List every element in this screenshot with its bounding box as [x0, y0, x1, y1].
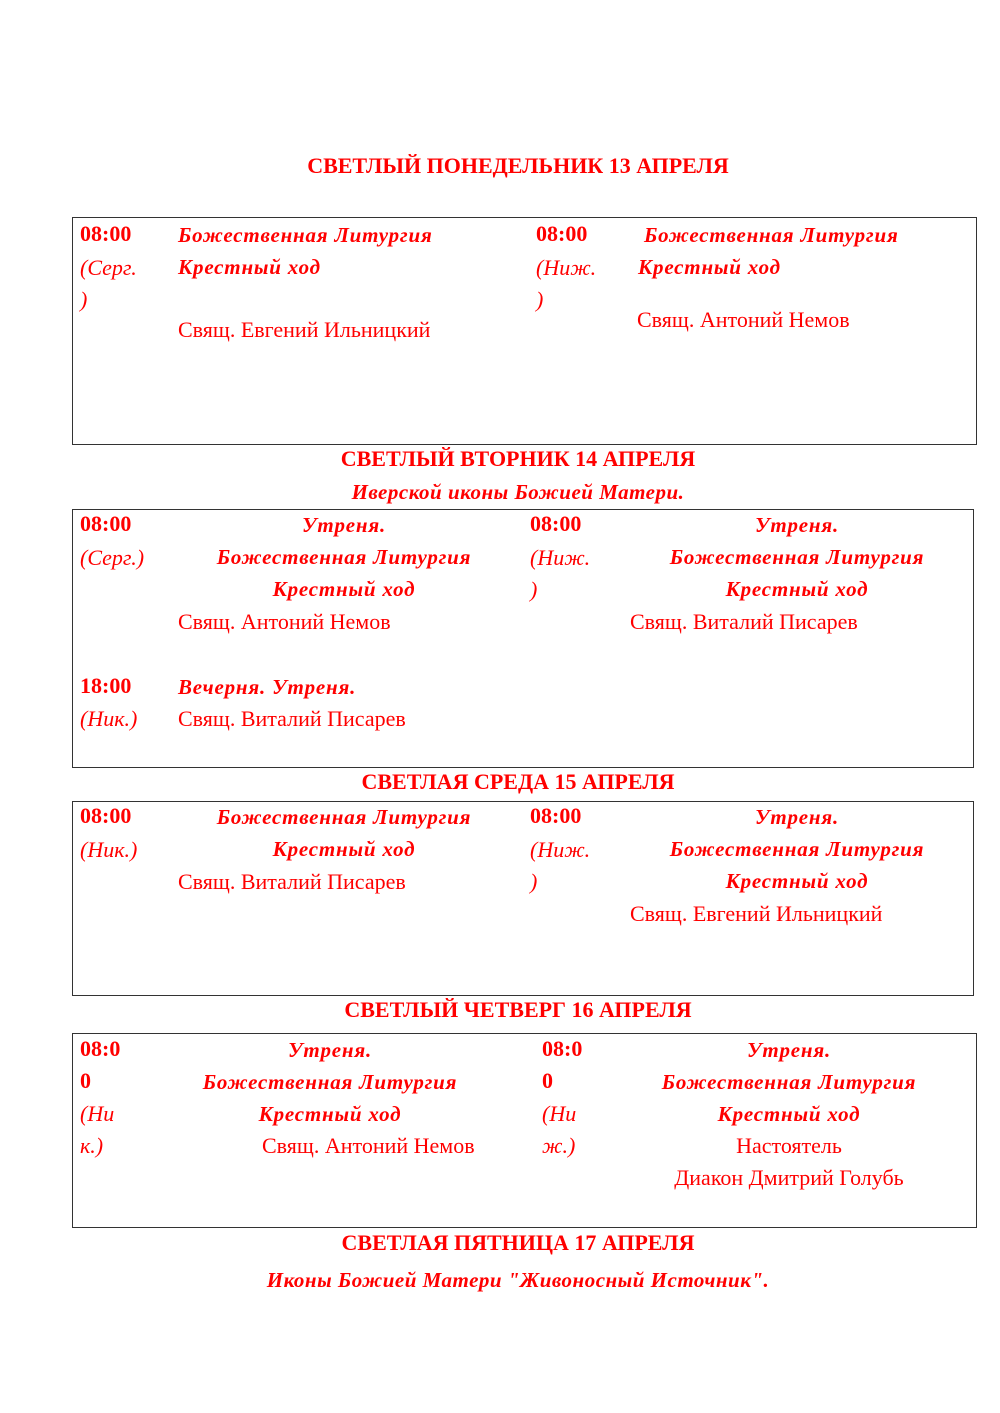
- priest-name: Свящ. Антоний Немов: [178, 609, 391, 634]
- church-name: (Ниж.: [536, 255, 597, 280]
- priest-name: Свящ. Антоний Немов: [637, 307, 850, 332]
- service-time: 08:00: [530, 803, 582, 828]
- feast-subtitle: Иверской иконы Божией Матери.: [351, 480, 685, 504]
- priest-name: Настоятель: [736, 1133, 842, 1158]
- day-title-tuesday: СВЕТЛЫЙ ВТОРНИК 14 АПРЕЛЯ: [340, 446, 696, 471]
- service-time: 0: [80, 1068, 91, 1093]
- priest-name: Свящ. Виталий Писарев: [178, 706, 406, 731]
- service-time: 08:00: [80, 803, 132, 828]
- service-name: Вечерня. Утреня.: [178, 675, 357, 699]
- feast-subtitle: Иконы Божией Матери "Живоносный Источник".: [266, 1268, 770, 1292]
- church-name: (Ниж.: [530, 837, 591, 862]
- service-name: Утреня.: [301, 513, 387, 537]
- service-name: Божественная Литургия: [669, 545, 925, 569]
- church-name: к.): [80, 1133, 104, 1158]
- day-title-friday: СВЕТЛАЯ ПЯТНИЦА 17 АПРЕЛЯ: [341, 1230, 695, 1255]
- priest-name: Свящ. Евгений Ильницкий: [630, 901, 883, 926]
- church-name: (Ни: [80, 1101, 115, 1126]
- service-time: 08:0: [542, 1036, 583, 1061]
- priest-name: Свящ. Виталий Писарев: [630, 609, 858, 634]
- service-name: Крестный ход: [178, 255, 321, 279]
- church-name: (Ник.): [80, 837, 138, 862]
- church-name: (Серг.: [80, 255, 137, 280]
- church-name: ж.): [542, 1133, 576, 1158]
- service-name: Божественная Литургия: [669, 837, 925, 861]
- service-name: Крестный ход: [258, 1102, 402, 1126]
- service-name: Крестный ход: [725, 577, 869, 601]
- day-title-thursday: СВЕТЛЫЙ ЧЕТВЕРГ 16 АПРЕЛЯ: [344, 997, 692, 1022]
- day-title-monday: СВЕТЛЫЙ ПОНЕДЕЛЬНИК 13 АПРЕЛЯ: [307, 153, 729, 178]
- church-name: (Ник.): [80, 706, 138, 731]
- service-name: Крестный ход: [725, 869, 869, 893]
- service-time: 08:00: [530, 511, 582, 536]
- service-name: Утреня.: [754, 805, 840, 829]
- service-time: 0: [542, 1068, 553, 1093]
- priest-name: Свящ. Виталий Писарев: [178, 869, 406, 894]
- service-time: 08:00: [80, 221, 132, 246]
- service-name: Божественная Литургия: [216, 545, 472, 569]
- service-name: Божественная Литургия: [644, 223, 899, 247]
- service-name: Божественная Литургия: [216, 805, 472, 829]
- service-name: Утреня.: [287, 1038, 373, 1062]
- church-name: ): [536, 287, 544, 312]
- service-time: 18:00: [80, 673, 132, 698]
- service-time: 08:00: [80, 511, 132, 536]
- service-name: Крестный ход: [717, 1102, 861, 1126]
- service-name: Божественная Литургия: [661, 1070, 917, 1094]
- church-name: ): [530, 869, 538, 894]
- service-time: 08:0: [80, 1036, 121, 1061]
- service-name: Крестный ход: [272, 837, 416, 861]
- service-name: Крестный ход: [638, 255, 781, 279]
- priest-name: Свящ. Евгений Ильницкий: [178, 317, 431, 342]
- church-name: (Ни: [542, 1101, 577, 1126]
- service-name: Божественная Литургия: [178, 223, 433, 247]
- deacon-name: Диакон Дмитрий Голубь: [674, 1165, 904, 1190]
- service-name: Утреня.: [746, 1038, 832, 1062]
- priest-name: Свящ. Антоний Немов: [262, 1133, 475, 1158]
- church-name: (Ниж.: [530, 545, 591, 570]
- day-title-wednesday: СВЕТЛАЯ СРЕДА 15 АПРЕЛЯ: [361, 769, 675, 794]
- service-name: Божественная Литургия: [202, 1070, 458, 1094]
- service-time: 08:00: [536, 221, 588, 246]
- church-name: ): [80, 287, 88, 312]
- church-name: (Серг.): [80, 545, 145, 570]
- service-name: Крестный ход: [272, 577, 416, 601]
- church-name: ): [530, 577, 538, 602]
- service-name: Утреня.: [754, 513, 840, 537]
